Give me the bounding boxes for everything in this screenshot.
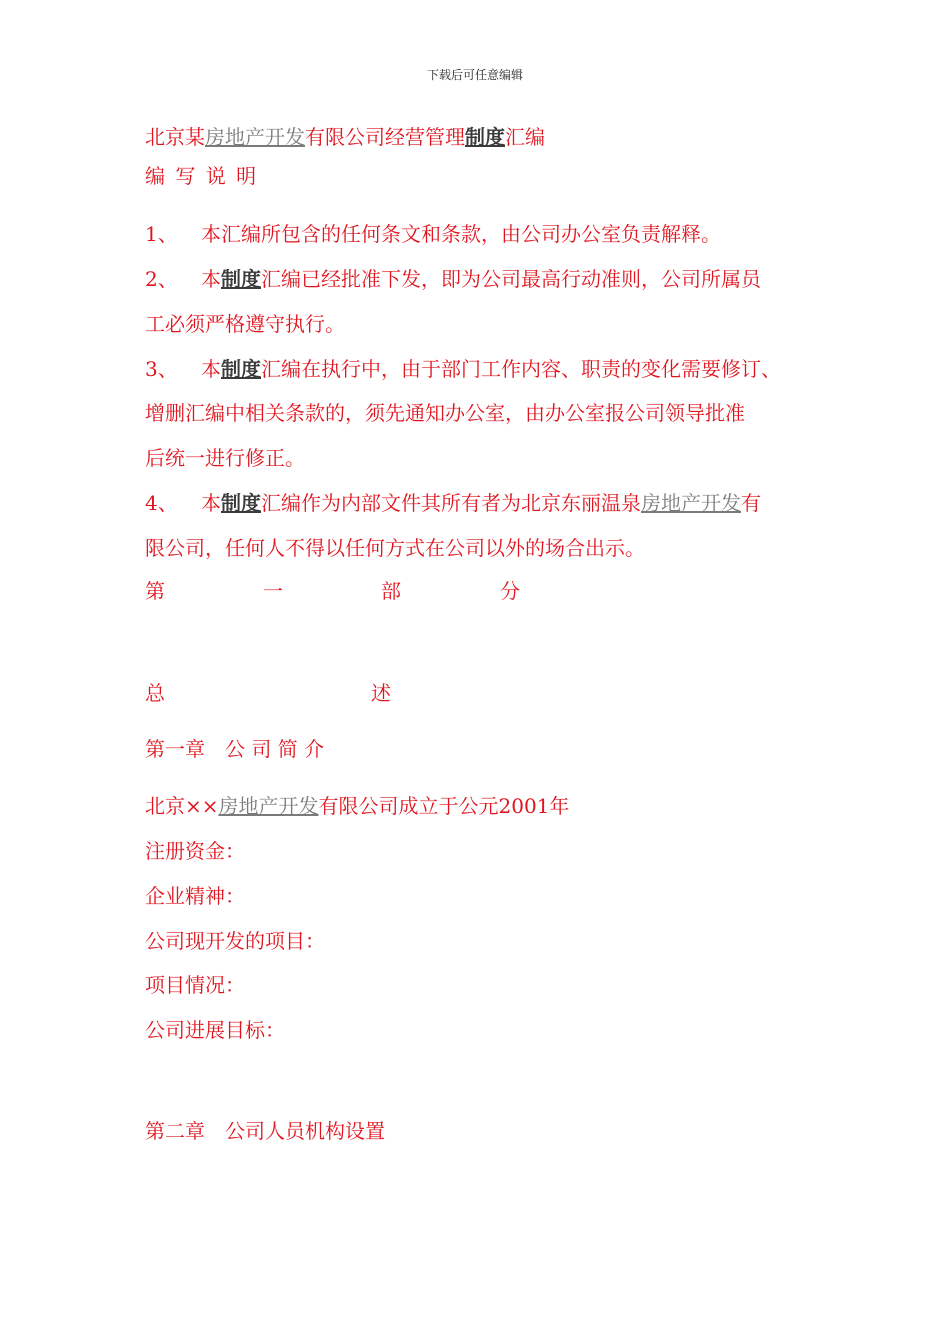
field-enterprise-spirit: 企业精神： — [145, 884, 245, 908]
overview-heading-char: 总 — [145, 681, 165, 705]
field-registered-capital: 注册资金： — [145, 839, 245, 863]
item-number: 3、 — [145, 357, 178, 381]
item-text: 有 — [741, 491, 761, 515]
item-continuation: 工必须严格遵守执行。 — [145, 312, 345, 336]
company-text: 北京×× — [145, 794, 219, 818]
page-header: 下载后可任意编辑 — [426, 68, 523, 82]
chapter-heading: 第二章 公司人员机构设置 — [145, 1119, 385, 1143]
title-text: 北京某 — [145, 125, 205, 149]
item-link-real-estate[interactable]: 房地产开发 — [641, 491, 741, 515]
item-text: 本 — [201, 491, 221, 515]
item-continuation: 限公司，任何人不得以任何方式在公司以外的场合出示。 — [145, 536, 645, 560]
item-link-system[interactable]: 制度 — [221, 357, 261, 381]
document-title — [145, 124, 545, 150]
item-text: 汇编作为内部文件其所有者为北京东丽温泉 — [261, 491, 641, 515]
part-heading-char: 一 — [263, 579, 283, 603]
title-text: 有限公司经营管理 — [305, 125, 465, 149]
title-text: 汇编 — [505, 125, 545, 149]
field-progress-goal: 公司进展目标： — [145, 1018, 285, 1042]
field-current-projects: 公司现开发的项目： — [145, 929, 325, 953]
item-number: 2、 — [145, 267, 178, 291]
field-project-status: 项目情况： — [145, 973, 245, 997]
item-continuation: 后统一进行修正。 — [145, 446, 305, 470]
company-link-real-estate[interactable]: 房地产开发 — [218, 794, 319, 818]
item-text: 本 — [201, 357, 221, 381]
item-text: 汇编已经批准下发，即为公司最高行动准则，公司所属员 — [261, 267, 761, 291]
title-link-real-estate[interactable]: 房地产开发 — [205, 125, 305, 149]
company-intro — [145, 793, 569, 819]
item-link-system[interactable]: 制度 — [221, 491, 261, 515]
item-text: 汇编在执行中，由于部门工作内容、职责的变化需要修订、 — [261, 357, 781, 381]
overview-heading-char: 述 — [371, 681, 391, 705]
item-link-system[interactable]: 制度 — [221, 267, 261, 291]
item-text: 本汇编所包含的任何条文和条款，由公司办公室负责解释。 — [201, 222, 721, 246]
chapter-heading: 第一章 公 司 简 介 — [145, 737, 325, 761]
item-number: 1、 — [145, 222, 178, 246]
company-text: 有限公司成立于公元2001年 — [318, 794, 570, 818]
part-heading-char: 分 — [500, 579, 520, 603]
item-text: 本 — [201, 267, 221, 291]
list-item — [145, 490, 761, 516]
title-link-system[interactable]: 制度 — [465, 125, 505, 149]
part-heading-char: 第 — [145, 579, 165, 603]
item-continuation: 增删汇编中相关条款的，须先通知办公室，由办公室报公司领导批准 — [145, 401, 745, 425]
list-item — [145, 356, 781, 382]
item-number: 4、 — [145, 491, 178, 515]
list-item — [145, 221, 721, 247]
section-subtitle: 编 写 说 明 — [145, 164, 259, 188]
list-item — [145, 266, 761, 292]
part-heading-char: 部 — [381, 579, 401, 603]
